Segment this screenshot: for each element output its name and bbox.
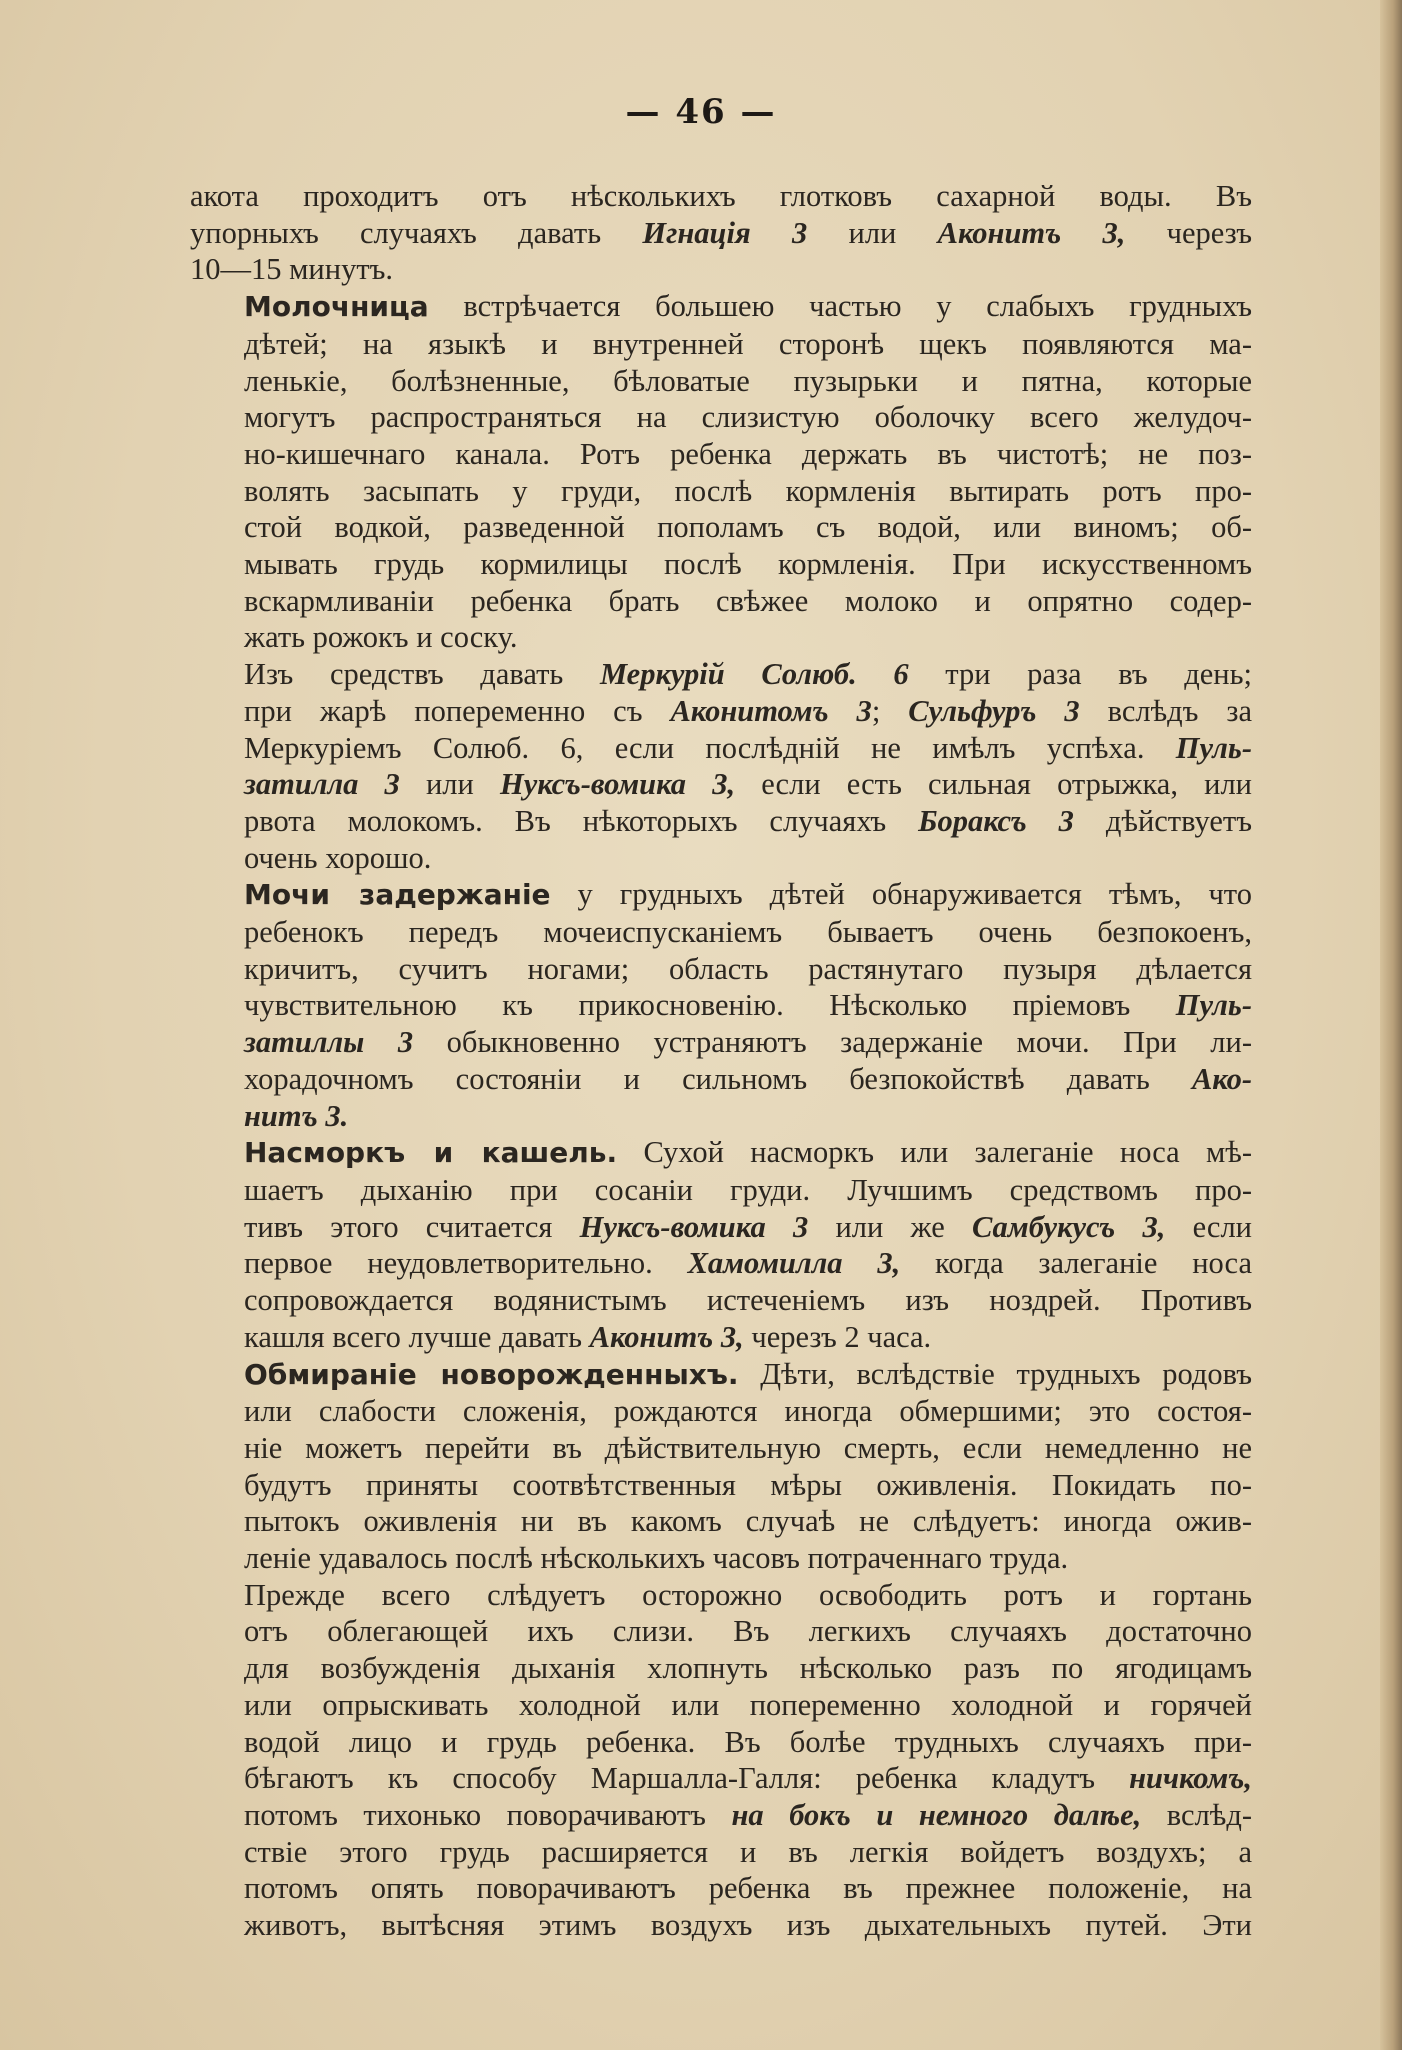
section-heading: Мочи задержаніе (244, 878, 551, 912)
text-line (190, 1613, 1252, 1650)
text-line (190, 1356, 1252, 1394)
text-run: акота проходитъ отъ нѣсколькихъ глотковъ сахарной воды. Въ (190, 179, 1252, 213)
text-line (190, 288, 1252, 326)
text-line (190, 1061, 1252, 1098)
text-run: первое неудовлетворительно. (244, 1246, 688, 1281)
paragraph (190, 876, 1252, 1134)
text-run: стой водкой, разведенной пополамъ съ водой, или виномъ; об- (244, 510, 1252, 545)
text-run: Сухой насморкъ или залеганіе носа мѣ- (617, 1135, 1252, 1170)
text-run: жать рожокъ и соску. (244, 620, 518, 655)
text-run: кричитъ, сучитъ ногами; область растянутаго пузыря дѣлается (244, 951, 1252, 986)
text-run: ленькіе, болѣзненные, бѣловатые пузырьки и пятна, которые (244, 363, 1252, 398)
text-line (190, 730, 1252, 767)
text-run: ствіе этого грудь расширяется и въ легкія войдетъ воздухъ; а (244, 1834, 1252, 1869)
text-run: отъ облегающей ихъ слизи. Въ легкихъ случаяхъ достаточно (244, 1614, 1252, 1649)
remedy-name: Нуксъ-вомика 3 (579, 1209, 809, 1244)
paragraph (190, 1134, 1252, 1355)
text-run: при жарѣ попеременно съ (244, 693, 671, 728)
section-heading: Обмираніе новорожденныхъ. (244, 1357, 739, 1391)
text-run: животъ, вытѣсняя этимъ воздухъ изъ дыхательныхъ путей. Эти (244, 1908, 1252, 1943)
text-run: или опрыскивать холодной или попеременно холодной и горячей (244, 1687, 1252, 1722)
remedy-name: Пуль- (1175, 730, 1252, 765)
remedy-name: Аконитъ 3, (589, 1319, 744, 1354)
remedy-name: нитъ 3. (244, 1098, 349, 1133)
remedy-name: Хамомилла 3, (687, 1246, 901, 1281)
text-line (190, 1503, 1252, 1540)
text-run: водой лицо и грудь ребенка. Въ болѣе трудныхъ случаяхъ при- (244, 1724, 1252, 1759)
text-run: упорныхъ случаяхъ давать (190, 215, 643, 250)
remedy-name: Нуксъ-вомика 3, (500, 767, 736, 802)
text-line (190, 803, 1252, 840)
text-line (190, 1797, 1252, 1834)
section-heading: Молочница (244, 290, 429, 324)
text-run: у грудныхъ дѣтей обнаруживается тѣмъ, что (550, 877, 1252, 912)
text-line (190, 178, 1252, 215)
text-run: бѣгаютъ къ способу Маршалла-Галля: ребенка кладутъ (244, 1761, 1130, 1796)
text-run: очень хорошо. (244, 840, 432, 875)
remedy-name: затиллы 3 (244, 1025, 414, 1060)
text-run: дѣйствуетъ (1073, 803, 1252, 838)
text-line (190, 1834, 1252, 1871)
text-run: Прежде всего слѣдуетъ осторожно освободить ротъ и гортань (244, 1577, 1252, 1612)
text-run: чувствительною къ прикосновенію. Нѣсколько пріемовъ (244, 988, 1176, 1023)
text-line (190, 951, 1252, 988)
text-run: тивъ этого считается (244, 1209, 580, 1244)
text-run: или (399, 767, 501, 802)
remedy-name: Игнація 3 (642, 215, 808, 250)
text-run: рвота молокомъ. Въ нѣкоторыхъ случаяхъ (244, 803, 919, 838)
text-run: ; (871, 693, 909, 728)
paragraph (190, 288, 1252, 656)
text-line (190, 693, 1252, 730)
text-run: потомъ опять поворачиваютъ ребенка въ прежнее положеніе, на (244, 1871, 1252, 1906)
text-line (190, 619, 1252, 656)
paragraph (190, 1577, 1252, 1944)
text-line (190, 840, 1252, 877)
text-run: кашля всего лучше давать (244, 1319, 590, 1354)
remedy-name: Меркурій Солюб. 6 (599, 657, 909, 692)
text-line (190, 1319, 1252, 1356)
remedy-name: Ако- (1191, 1061, 1252, 1096)
page-edge-shadow (1380, 0, 1402, 2050)
text-line (190, 1724, 1252, 1761)
text-line (190, 987, 1252, 1024)
text-run: для возбужденія дыханія хлопнуть нѣсколько разъ по ягодицамъ (244, 1651, 1252, 1686)
remedy-name: Сульфуръ 3 (908, 693, 1080, 728)
text-run: вслѣд- (1141, 1797, 1253, 1832)
text-line (190, 1282, 1252, 1319)
remedy-name: ничкомъ, (1129, 1761, 1252, 1796)
text-run: три раза въ день; (908, 657, 1252, 692)
text-line (190, 1760, 1252, 1797)
remedy-name: Пуль- (1175, 988, 1252, 1023)
text-line (190, 1540, 1252, 1577)
text-run: Изъ средствъ давать (244, 657, 600, 692)
text-line (190, 1209, 1252, 1246)
text-run: хорадочномъ состояніи и сильномъ безпокойствѣ давать (244, 1061, 1192, 1096)
remedy-name: Бораксъ 3 (918, 803, 1074, 838)
text-run: черезъ (1125, 215, 1252, 250)
text-line (190, 215, 1252, 252)
text-run: дѣтей; на языкѣ и внутренней сторонѣ щекъ появляются ма- (244, 326, 1252, 361)
text-line (190, 766, 1252, 803)
text-line (190, 583, 1252, 620)
text-line (190, 1430, 1252, 1467)
text-line (190, 656, 1252, 693)
page-number: — 46 — (625, 92, 777, 132)
remedy-name: затилла 3 (244, 767, 400, 802)
text-line (190, 1098, 1252, 1135)
remedy-name: на бокъ и немного далѣе, (731, 1797, 1142, 1832)
text-line (190, 1024, 1252, 1061)
text-run: обыкновенно устраняютъ задержаніе мочи. При ли- (413, 1025, 1252, 1060)
text-run: Дѣти, вслѣдствіе трудныхъ родовъ (738, 1356, 1252, 1391)
text-line (190, 1393, 1252, 1430)
text-run: или же (808, 1209, 972, 1244)
text-run: ребенокъ передъ мочеиспусканіемъ бываетъ очень безпокоенъ, (244, 915, 1252, 950)
text-run: потомъ тихонько поворачиваютъ (244, 1797, 732, 1832)
text-line (190, 1245, 1252, 1282)
text-line (190, 251, 1252, 288)
text-run: шаетъ дыханію при сосаніи груди. Лучшимъ средствомъ про- (244, 1172, 1252, 1207)
remedy-name: Аконитомъ 3 (670, 693, 872, 728)
text-line (190, 1577, 1252, 1614)
paragraph (190, 656, 1252, 876)
section-heading: Насморкъ и кашель. (244, 1136, 618, 1170)
text-run: сопровождается водянистымъ истеченіемъ изъ ноздрей. Противъ (244, 1283, 1252, 1318)
text-line (190, 1870, 1252, 1907)
text-run: будутъ приняты соотвѣтственныя мѣры оживленія. Покидать по- (244, 1467, 1252, 1502)
text-line (190, 1172, 1252, 1209)
text-line (190, 399, 1252, 436)
text-run: если (1165, 1209, 1252, 1244)
text-run: 10—15 минутъ. (190, 252, 394, 287)
text-line (190, 546, 1252, 583)
remedy-name: Самбукусъ 3, (972, 1209, 1166, 1244)
text-line (190, 326, 1252, 363)
text-line (190, 363, 1252, 400)
text-run: если есть сильная отрыжка, или (735, 767, 1252, 802)
text-run: или (807, 215, 938, 250)
text-run: встрѣчается большею частью у слабыхъ грудныхъ (428, 289, 1252, 324)
text-run: могутъ распространяться на слизистую оболочку всего желудоч- (244, 400, 1252, 435)
text-line (190, 1467, 1252, 1504)
text-run: черезъ 2 часа. (743, 1319, 932, 1354)
text-line (190, 436, 1252, 473)
text-line (190, 473, 1252, 510)
text-line (190, 1650, 1252, 1687)
paragraph (190, 178, 1252, 288)
paragraph (190, 1356, 1252, 1577)
text-run: или слабости сложенія, рождаются иногда обмершими; это состоя- (244, 1394, 1252, 1429)
text-run: пытокъ оживленія ни въ какомъ случаѣ не слѣдуетъ: иногда ожив- (244, 1504, 1252, 1539)
text-run: но-кишечнаго канала. Ротъ ребенка держать въ чистотѣ; не поз- (244, 436, 1252, 471)
text-line (190, 1687, 1252, 1724)
text-run: леніе удавалось послѣ нѣсколькихъ часовъ потраченнаго труда. (244, 1541, 1069, 1576)
remedy-name: Аконитъ 3, (937, 215, 1126, 250)
text-run: вскармливаніи ребенка брать свѣжее молоко и опрятно содер- (244, 583, 1252, 618)
text-run: волять засыпать у груди, послѣ кормленія вытирать ротъ про- (244, 473, 1252, 508)
text-run: Меркуріемъ Солюб. 6, если послѣдній не имѣлъ успѣха. (244, 730, 1176, 765)
text-line (190, 876, 1252, 914)
body-text (190, 178, 1252, 1944)
text-line (190, 1134, 1252, 1172)
text-line (190, 914, 1252, 951)
text-run: когда залеганіе носа (900, 1246, 1252, 1281)
text-run: ніе можетъ перейти въ дѣйствительную смерть, если немедленно не (244, 1430, 1252, 1465)
text-run: вслѣдъ за (1079, 693, 1252, 728)
text-run: мывать грудь кормилицы послѣ кормленія. При искусственномъ (244, 547, 1252, 582)
text-line (190, 509, 1252, 546)
text-line (190, 1907, 1252, 1944)
